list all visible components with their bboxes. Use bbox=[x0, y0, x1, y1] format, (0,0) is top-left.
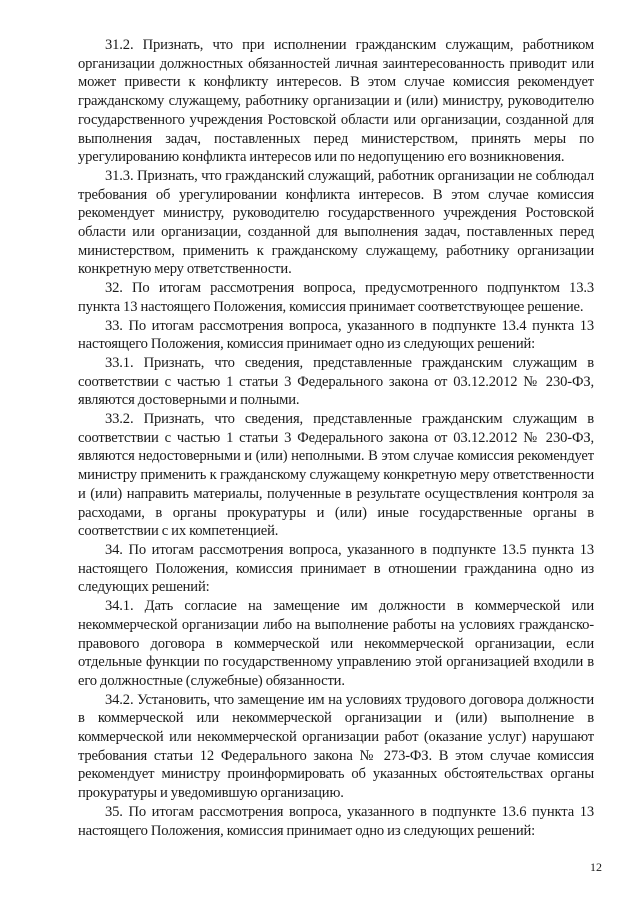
paragraph-34-1: 34.1. Дать согласие на замещение им должности в коммерческой или некоммерческой организации либо на выполнение работы на условиях гражданско-правового договора в коммерческой или некоммерческой организации, если отдельные функции по государственному управлению этой организацией входили в его должностные (служебные) обязанности. bbox=[78, 598, 594, 689]
paragraph-33-2: 33.2. Признать, что сведения, представленные гражданским служащим в соответствии с частью 1 статьи 3 Федерального закона от 03.12.2012 № 230-ФЗ, являются недостоверными и (или) неполными. В этом случае комиссия рекомендует министру применить к гражданскому служащему конкретную меру ответственности и (или) направить материалы, полученные в результате осуществления контроля за расходами, в органы прокуратуры и (или) иные государственные органы в соответствии с их компетенцией. bbox=[78, 411, 594, 540]
paragraph-33-1: 33.1. Признать, что сведения, представленные гражданским служащим в соответствии с частью 1 статьи 3 Федерального закона от 03.12.2012 № 230-ФЗ, являются достоверными и полными. bbox=[78, 354, 594, 409]
page-number: 12 bbox=[590, 860, 602, 874]
paragraph-34-2: 34.2. Установить, что замещение им на условиях трудового договора должности в коммерческой или некоммерческой организации и (или) выполнение в коммерческой или некоммерческой организации работ (оказание услуг) нарушают требования статьи 12 Федерального закона № 273-ФЗ. В этом случае комиссия рекомендует министру проинформировать об указанных обстоятельствах органы прокуратуры и уведомившую организацию. bbox=[78, 691, 594, 802]
paragraph-31-3: 31.3. Признать, что гражданский служащий, работник организации не соблюдал требования об урегулировании конфликта интересов. В этом случае комиссия рекомендует министру, руководителю государственного учреждения Ростовской области или организации, созданной для выполнения задач, поставленных перед министерством, применить к гражданскому служащему, работнику организации конкретную меру ответственности. bbox=[78, 167, 594, 278]
paragraph-33: 33. По итогам рассмотрения вопроса, указанного в подпункте 13.4 пункта 13 настоящего Положения, комиссия принимает одно из следующих решений: bbox=[78, 317, 594, 353]
paragraph-35: 35. По итогам рассмотрения вопроса, указанного в подпункте 13.6 пункта 13 настоящего Положения, комиссия принимает одно из следующих решений: bbox=[78, 803, 594, 839]
paragraph-32: 32. По итогам рассмотрения вопроса, предусмотренного подпунктом 13.3 пункта 13 настоящего Положения, комиссия принимает соответствующее решение. bbox=[78, 280, 594, 315]
document-body bbox=[78, 36, 594, 840]
paragraph-31-2: 31.2. Признать, что при исполнении гражданским служащим, работником организации должностных обязанностей личная заинтересованность приводит или может привести к конфликту интересов. В этом случае комиссия рекомендует гражданскому служащему, работнику организации и (или) министру, руководителю государственного учреждения Ростовской области или организации, созданной для выполнения задач, поставленных перед министерством, принять меры по урегулированию конфликта интересов или по недопущению его возникновения. bbox=[78, 37, 594, 166]
paragraph-34: 34. По итогам рассмотрения вопроса, указанного в подпункте 13.5 пункта 13 настоящего Положения, комиссия принимает в отношении гражданина одно из следующих решений: bbox=[78, 541, 594, 596]
